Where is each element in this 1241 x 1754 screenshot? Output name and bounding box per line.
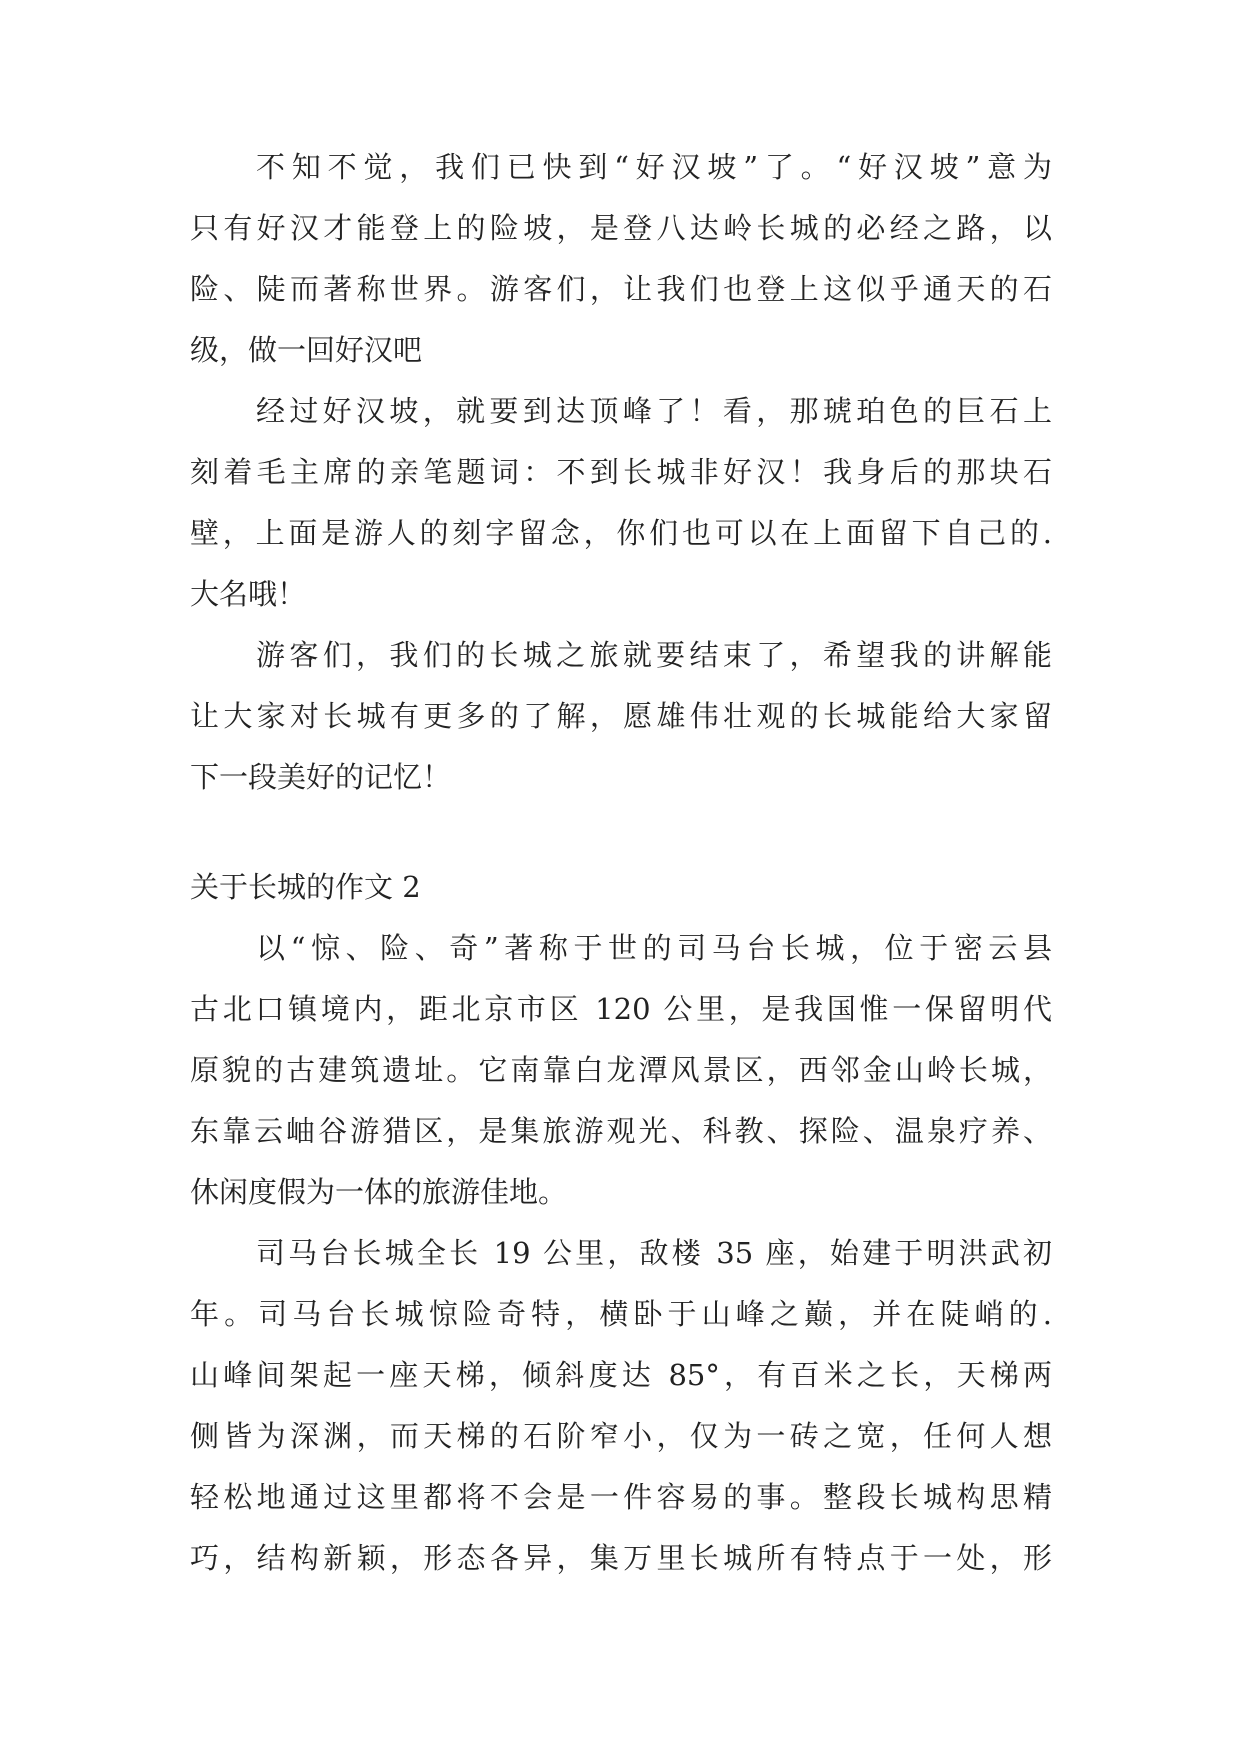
paragraph-line: 下一段美好的记忆！	[190, 760, 452, 794]
paragraph-simatai-detail	[190, 1223, 1052, 1589]
paragraph-line: 经过好汉坡，就要到达顶峰了！看，那琥珀色的巨石上	[256, 394, 1052, 428]
paragraph-line: 轻松地通过这里都将不会是一件容易的事。整段长城构思精	[190, 1480, 1052, 1514]
paragraph-line: 休闲度假为一体的旅游佳地。	[190, 1175, 568, 1209]
paragraph-line: 让大家对长城有更多的了解，愿雄伟壮观的长城能给大家留	[190, 699, 1052, 733]
paragraph-line: 险、陡而著称世界。游客们，让我们也登上这似乎通天的石	[190, 272, 1052, 306]
paragraph-line: 古北口镇境内，距北京市区 120 公里，是我国惟一保留明代	[190, 992, 1052, 1026]
paragraph-line: 年。司马台长城惊险奇特，横卧于山峰之巅，并在陡峭的.	[190, 1297, 1052, 1331]
paragraph-haohanpo	[190, 137, 1052, 381]
paragraph-line: 游客们，我们的长城之旅就要结束了，希望我的讲解能	[256, 638, 1052, 672]
paragraph-line: 东靠云岫谷游猎区，是集旅游观光、科教、探险、温泉疗养、	[190, 1114, 1052, 1148]
paragraph-line: 山峰间架起一座天梯，倾斜度达 85°，有百米之长，天梯两	[190, 1358, 1052, 1392]
paragraph-line: 级，做一回好汉吧	[190, 333, 423, 367]
paragraph-line: 原貌的古建筑遗址。它南靠白龙潭风景区，西邻金山岭长城，	[190, 1053, 1052, 1087]
paragraph-simatai-intro	[190, 918, 1052, 1223]
paragraph-line: 壁，上面是游人的刻字留念，你们也可以在上面留下自己的.	[190, 516, 1052, 550]
paragraph-line: 不知不觉，我们已快到“好汉坡”了。“好汉坡”意为	[256, 150, 1052, 184]
paragraph-line: 以“惊、险、奇”著称于世的司马台长城，位于密云县	[256, 931, 1052, 965]
section-heading: 关于长城的作文 2	[190, 870, 421, 904]
paragraph-line: 司马台长城全长 19 公里，敌楼 35 座，始建于明洪武初	[256, 1236, 1052, 1270]
paragraph-line: 大名哦！	[190, 577, 307, 611]
paragraph-line: 刻着毛主席的亲笔题词：不到长城非好汉！我身后的那块石	[190, 455, 1052, 489]
paragraph-farewell	[190, 625, 1052, 808]
paragraph-line: 只有好汉才能登上的险坡，是登八达岭长城的必经之路，以	[190, 211, 1052, 245]
paragraph-line: 侧皆为深渊，而天梯的石阶窄小，仅为一砖之宽，任何人想	[190, 1419, 1052, 1453]
paragraph-line: 巧，结构新颖，形态各异，集万里长城所有特点于一处，形	[190, 1541, 1052, 1575]
paragraph-summit	[190, 381, 1052, 625]
